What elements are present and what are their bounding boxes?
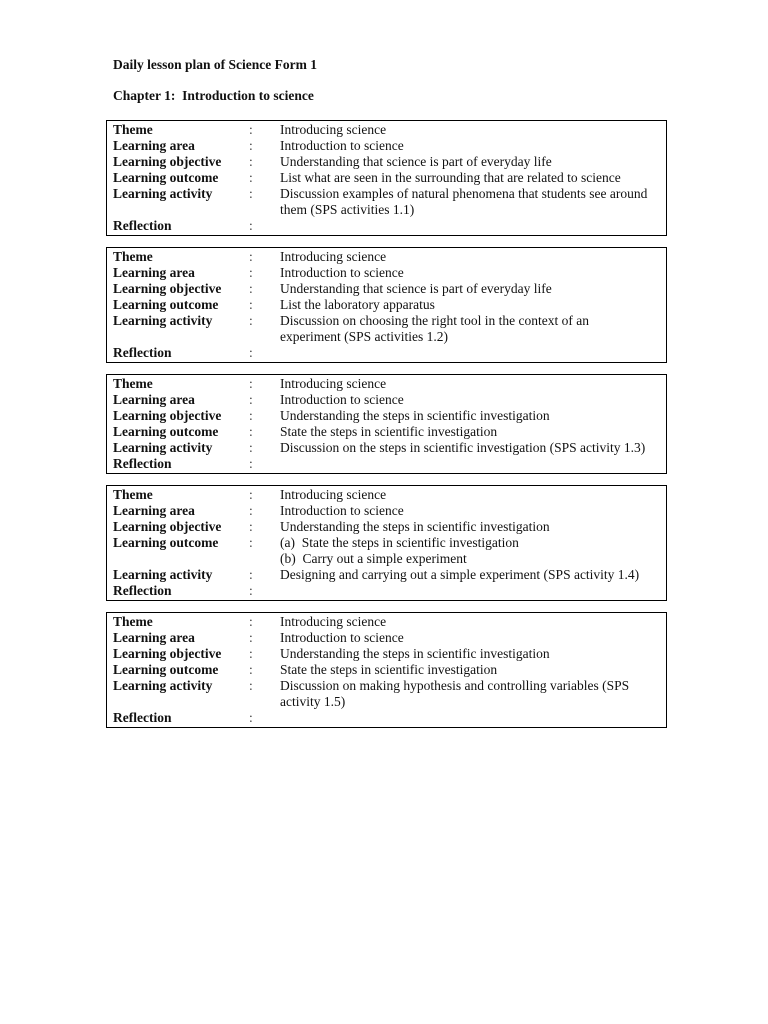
- field-label: Reflection: [113, 710, 172, 725]
- field-value-line: Understanding the steps in scientific investigation: [280, 646, 550, 661]
- field-label: Theme: [113, 249, 153, 264]
- plan-row: [113, 138, 666, 154]
- field-value-line: Introducing science: [280, 614, 387, 629]
- field-label: Learning activity: [113, 567, 213, 582]
- plan-row: [113, 678, 666, 710]
- document-title: Daily lesson plan of Science Form 1: [113, 57, 317, 72]
- plan-row: [113, 297, 666, 313]
- field-label: Learning area: [113, 265, 195, 280]
- plan-row: [113, 630, 666, 646]
- field-separator: :: [249, 218, 253, 233]
- field-value-line: Discussion on the steps in scientific investigation (SPS activity 1.3): [280, 440, 646, 455]
- plan-row: [113, 249, 666, 265]
- field-separator: :: [249, 408, 253, 423]
- field-separator: :: [249, 567, 253, 582]
- field-label: Learning outcome: [113, 297, 219, 312]
- field-value-line: Introducing science: [280, 487, 387, 502]
- field-separator: :: [249, 662, 253, 677]
- field-value-line: Designing and carrying out a simple experiment (SPS activity 1.4): [280, 567, 640, 582]
- field-value-line: (a) State the steps in scientific investigation: [280, 535, 519, 550]
- field-value: [280, 345, 660, 361]
- field-separator: :: [249, 392, 253, 407]
- field-value: [280, 440, 660, 456]
- field-value: [280, 535, 660, 567]
- field-value-line: [280, 456, 660, 472]
- field-separator: :: [249, 519, 253, 534]
- plan-row: [113, 170, 666, 186]
- plan-row: [113, 710, 666, 726]
- plan-row: [113, 281, 666, 297]
- plan-row: [113, 392, 666, 408]
- field-value-line: them (SPS activities 1.1): [280, 202, 415, 217]
- field-value-line: Discussion on choosing the right tool in the context of an: [280, 313, 589, 328]
- field-separator: :: [249, 456, 253, 471]
- field-label: Learning outcome: [113, 424, 219, 439]
- field-label: Reflection: [113, 345, 172, 360]
- field-separator: :: [249, 440, 253, 455]
- field-value-line: Introduction to science: [280, 392, 404, 407]
- field-label: Learning activity: [113, 678, 213, 693]
- field-value: [280, 138, 660, 154]
- field-value-line: State the steps in scientific investigation: [280, 662, 498, 677]
- field-label: Theme: [113, 614, 153, 629]
- field-label: Learning outcome: [113, 535, 219, 550]
- field-label: Learning activity: [113, 440, 213, 455]
- field-value-line: List the laboratory apparatus: [280, 297, 435, 312]
- field-separator: :: [249, 122, 253, 137]
- field-label: Learning objective: [113, 408, 222, 423]
- field-label: Learning activity: [113, 313, 213, 328]
- field-label: Learning objective: [113, 646, 222, 661]
- field-value: [280, 265, 660, 281]
- field-label: Theme: [113, 487, 153, 502]
- field-separator: :: [249, 614, 253, 629]
- chapter-title: Chapter 1: Introduction to science: [113, 88, 314, 103]
- plan-row: [113, 535, 666, 567]
- field-value-line: State the steps in scientific investigation: [280, 424, 498, 439]
- field-separator: :: [249, 630, 253, 645]
- plan-row: [113, 567, 666, 583]
- field-value: [280, 710, 660, 726]
- field-separator: :: [249, 170, 253, 185]
- field-value: [280, 297, 660, 313]
- field-label: Learning area: [113, 503, 195, 518]
- plan-row: [113, 583, 666, 599]
- field-value-line: Discussion examples of natural phenomena that students see around: [280, 186, 648, 201]
- field-value-line: experiment (SPS activities 1.2): [280, 329, 448, 344]
- field-value-line: Understanding that science is part of everyday life: [280, 154, 552, 169]
- plan-row: [113, 313, 666, 345]
- field-label: Learning outcome: [113, 170, 219, 185]
- field-label: Reflection: [113, 583, 172, 598]
- plan-row: [113, 456, 666, 472]
- field-value: [280, 614, 660, 630]
- field-value: [280, 122, 660, 138]
- lesson-plan-box: [106, 120, 667, 236]
- lesson-plan-box: [106, 485, 667, 601]
- field-separator: :: [249, 313, 253, 328]
- field-separator: :: [249, 186, 253, 201]
- field-value: [280, 218, 660, 234]
- field-label: Reflection: [113, 218, 172, 233]
- field-value: [280, 392, 660, 408]
- field-value-line: Introducing science: [280, 376, 387, 391]
- plan-row: [113, 186, 666, 218]
- plan-row: [113, 440, 666, 456]
- plan-row: [113, 265, 666, 281]
- field-label: Learning outcome: [113, 662, 219, 677]
- field-value: [280, 487, 660, 503]
- field-separator: :: [249, 535, 253, 550]
- field-value-line: [280, 345, 660, 361]
- plan-row: [113, 487, 666, 503]
- field-label: Learning area: [113, 138, 195, 153]
- field-value: [280, 646, 660, 662]
- field-label: Reflection: [113, 456, 172, 471]
- field-value: [280, 249, 660, 265]
- field-separator: :: [249, 503, 253, 518]
- field-value: [280, 313, 660, 345]
- plan-row: [113, 519, 666, 535]
- plan-row: [113, 218, 666, 234]
- field-separator: :: [249, 646, 253, 661]
- field-label: Theme: [113, 122, 153, 137]
- field-separator: :: [249, 487, 253, 502]
- field-value: [280, 583, 660, 599]
- field-value: [280, 424, 660, 440]
- field-value-line: Discussion on making hypothesis and controlling variables (SPS: [280, 678, 630, 693]
- field-label: Learning area: [113, 630, 195, 645]
- field-value: [280, 281, 660, 297]
- field-value: [280, 456, 660, 472]
- field-label: Learning area: [113, 392, 195, 407]
- field-value: [280, 662, 660, 678]
- field-value: [280, 503, 660, 519]
- plan-row: [113, 424, 666, 440]
- field-separator: :: [249, 297, 253, 312]
- plan-row: [113, 662, 666, 678]
- field-value-line: Introducing science: [280, 249, 387, 264]
- plan-row: [113, 408, 666, 424]
- lesson-plan-box: [106, 612, 667, 728]
- field-value-line: Introduction to science: [280, 265, 404, 280]
- field-separator: :: [249, 583, 253, 598]
- field-value-line: (b) Carry out a simple experiment: [280, 551, 467, 566]
- field-separator: :: [249, 376, 253, 391]
- field-value-line: [280, 710, 660, 726]
- field-value-line: Understanding the steps in scientific investigation: [280, 519, 550, 534]
- field-value: [280, 408, 660, 424]
- field-value-line: activity 1.5): [280, 694, 346, 709]
- field-value: [280, 186, 660, 218]
- lesson-plan-box: [106, 374, 667, 474]
- plan-row: [113, 614, 666, 630]
- field-value-line: Introduction to science: [280, 630, 404, 645]
- plan-row: [113, 122, 666, 138]
- plan-row: [113, 503, 666, 519]
- field-value-line: [280, 218, 660, 234]
- field-separator: :: [249, 265, 253, 280]
- field-value: [280, 519, 660, 535]
- field-label: Learning activity: [113, 186, 213, 201]
- field-separator: :: [249, 281, 253, 296]
- plan-row: [113, 345, 666, 361]
- field-value-line: Introduction to science: [280, 503, 404, 518]
- field-separator: :: [249, 678, 253, 693]
- lesson-plan-box: [106, 247, 667, 363]
- field-separator: :: [249, 138, 253, 153]
- plan-row: [113, 376, 666, 392]
- field-value-line: List what are seen in the surrounding that are related to science: [280, 170, 621, 185]
- field-label: Theme: [113, 376, 153, 391]
- field-label: Learning objective: [113, 154, 222, 169]
- plan-row: [113, 154, 666, 170]
- field-label: Learning objective: [113, 519, 222, 534]
- field-separator: :: [249, 249, 253, 264]
- field-value-line: [280, 583, 660, 599]
- field-value: [280, 154, 660, 170]
- field-value-line: Introduction to science: [280, 138, 404, 153]
- field-value-line: Understanding the steps in scientific investigation: [280, 408, 550, 423]
- field-value: [280, 376, 660, 392]
- field-value: [280, 630, 660, 646]
- field-separator: :: [249, 710, 253, 725]
- field-separator: :: [249, 424, 253, 439]
- field-value: [280, 678, 660, 710]
- field-value: [280, 170, 660, 186]
- plan-row: [113, 646, 666, 662]
- field-value-line: Understanding that science is part of everyday life: [280, 281, 552, 296]
- field-separator: :: [249, 154, 253, 169]
- field-value-line: Introducing science: [280, 122, 387, 137]
- field-separator: :: [249, 345, 253, 360]
- field-label: Learning objective: [113, 281, 222, 296]
- field-value: [280, 567, 660, 583]
